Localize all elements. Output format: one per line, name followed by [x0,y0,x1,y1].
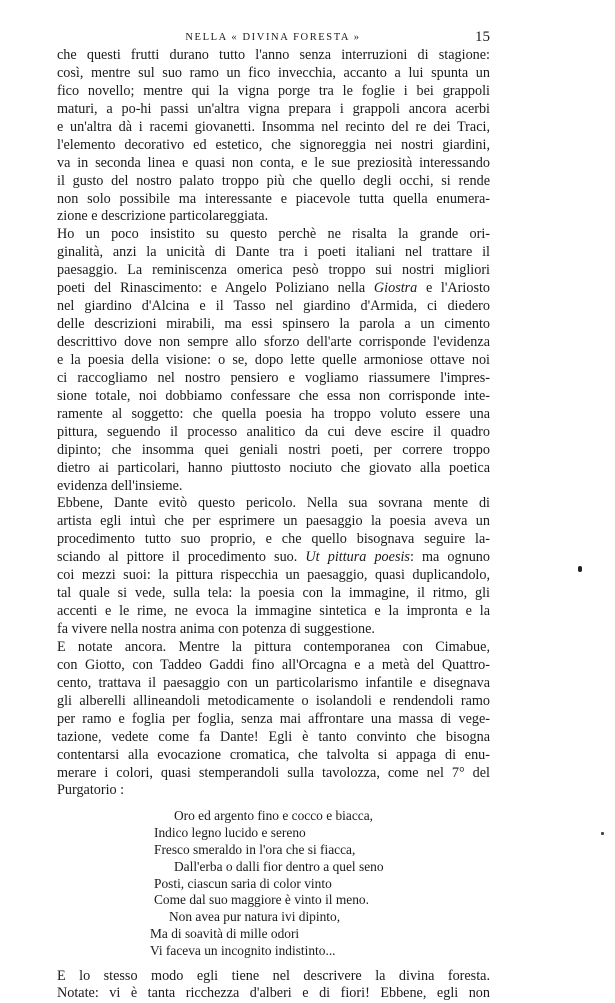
text-line: gli alberelli allineandoli metodicamente o isolandoli e rendendoli ramo [57,692,490,709]
text-line: con Giotto, con Taddeo Gaddi fino all'Orcagna e a metà del Quattro- [57,656,490,673]
text-line: ginalità, anzi la unicità di Dante tra i poeti italiani nel trattare il [57,244,490,261]
verse-line: Indico legno lucido e sereno [154,825,306,841]
verse-line: Posti, ciascun saria di color vinto [154,875,332,891]
text-line: fa vivere nella nostra anima con potenza di suggestione. [57,621,375,637]
verse-line: Non avea pur natura ivi dipinto, [169,909,341,925]
verse-line: Vi faceva un incognito indistinto... [150,942,336,958]
text-line: procedimento tutto suo proprio, e che quello bisognava seguire la- [57,531,490,548]
paragraph-painting [57,639,490,800]
text-line: paesaggio. La reminiscenza omerica pesò troppo sui nostri migliori [57,262,490,279]
text-line: coi mezzi suoi: la pittura rispecchia un paesaggio, quasi duplicandolo, [57,567,490,584]
text-line: nel giardino d'Alcina e il Tasso nel giardino d'Armida, ci diedero [57,298,490,315]
text-line: accenti e le rime, ne evoca la immagine sintetica e la impronta e la [57,603,490,620]
text-line: l'elemento decorativo ed estetico, che signoreggia nei nostri giardini, [57,136,490,153]
text-line: pittura, seguendo il processo analitico da cui deve escire il quadro [57,423,490,440]
verse-block [57,808,490,959]
text-line: va in seconda linea e quasi non conta, e le sue preziosità interessando [57,154,490,171]
text-line: maturi, a po-hi passi un'altra vigna prepara i grappoli ancora acerbi [57,100,490,117]
page-number: 15 [475,29,490,45]
verse-line: Dall'erba o dalli fior dentro a quel seno [174,858,384,874]
paragraph-fruits [57,47,490,226]
text-line: zione e descrizione particolareggiata. [57,208,269,225]
text-line: Purgatorio : [57,782,125,799]
text-line: evidenza dell'insieme. [57,477,183,494]
text-line: Notate: vi è tanta ricchezza d'alberi e di fiori! Ebbene, egli non [57,985,490,1002]
paragraph-forest [57,968,490,1003]
text-line: per ramo e foglia per foglia, senza mai affrontare una massa di vege- [57,710,490,727]
text-line: Ebbene, Dante evitò questo pericolo. Nella sua sovrana mente di [57,495,490,512]
text-line: delle descrizioni mirabili, ma essi spinsero la parola a un cimento [57,316,490,333]
text-line: dietro ai particolari, hanno piuttosto nociuto che giovato alla poetica [57,459,490,476]
text-line: ci raccogliamo nel nostro pensiero e vogliamo riassumere l'impres- [57,369,490,386]
ink-speck [578,566,582,572]
paragraph-originality [57,226,490,495]
running-title: NELLA « DIVINA FORESTA » [185,32,361,43]
text-line: il gusto del nostro palato troppo più che quello degli occhi, si rende [57,172,490,189]
verse-line: Come dal suo maggiore è vinto il meno. [154,892,369,908]
text-line: dipinto; che insomma quei geniali nostri poeti, per correre troppo [57,441,490,458]
text-line: tal quale si vede, sulla tela: la poesia con la immagine, il ritmo, gli [57,585,490,602]
text-line: fico novello; mentre qui la vigna porge tra le foglie i bei grappoli [57,82,490,99]
text-line: merare i colori, quasi stemperandoli sulla tavolozza, come nel 7° del [57,764,490,781]
verse-line: Oro ed argento fino e cocco e biacca, [174,808,374,824]
text-line: sione totale, noi dobbiamo confessare che essa non corrisponde inte- [57,387,490,404]
italic-phrase: Giostra [373,280,418,297]
verse-spacer [57,960,490,968]
text-line: E lo stesso modo egli tiene nel descrivere la divina foresta. [57,967,490,984]
text-line: e la poesia della visione: o se, dopo lette quelle armoniose ottave noi [57,351,490,368]
text-line: e un'altra dà i racemi giovanetti. Insomma nel recinto del re dei Traci, [57,118,490,135]
text-line: così, mentre sul suo ramo un fico invecchia, accanto a lui spunta un [57,64,490,81]
ink-speck [601,832,604,835]
text-line: non solo possibile ma interessante e piacevole tutta quella enumera- [57,190,490,207]
text-line: contentarsi alla evocazione cromatica, che talvolta si appaga di enu- [57,746,490,763]
text-line: E notate ancora. Mentre la pittura contemporanea con Cimabue, [57,638,490,655]
text-line: tazione, vedete come fa Dante! Egli è tanto convinto che bisogna [57,728,490,745]
italic-phrase: Ut pittura poesis [305,549,410,566]
text-line: Ho un poco insistito su questo perchè ne risalta la grande ori- [57,226,490,243]
body-text [57,47,490,1003]
text-line: che questi frutti durano tutto l'anno senza interruzioni di stagione: [57,47,490,63]
text-line: poeti del Rinascimento: e Angelo Poliziano nella Giostra e l'Ariosto [57,280,490,297]
text-line: artista egli intuì che per esprimere un paesaggio la poesia aveva un [57,513,490,530]
paragraph-dante [57,495,490,639]
text-line: sciando al pittore il procedimento suo. Ut pittura poesis: ma ognuno [57,549,490,566]
verse-spacer [57,800,490,808]
text-line: ramente al soggetto: che quella poesia ha troppo voluto essere una [57,405,490,422]
verse-line: Ma di soavità di mille odori [150,925,300,941]
text-line: cento, trattava il paesaggio con un particolarismo infantile e disegnava [57,674,490,691]
text-line: descrittivo dove non sempre allo sforzo dell'arte corrisponde l'evidenza [57,334,490,350]
verse-line: Fresco smeraldo in l'ora che si fiacca, [154,841,356,857]
